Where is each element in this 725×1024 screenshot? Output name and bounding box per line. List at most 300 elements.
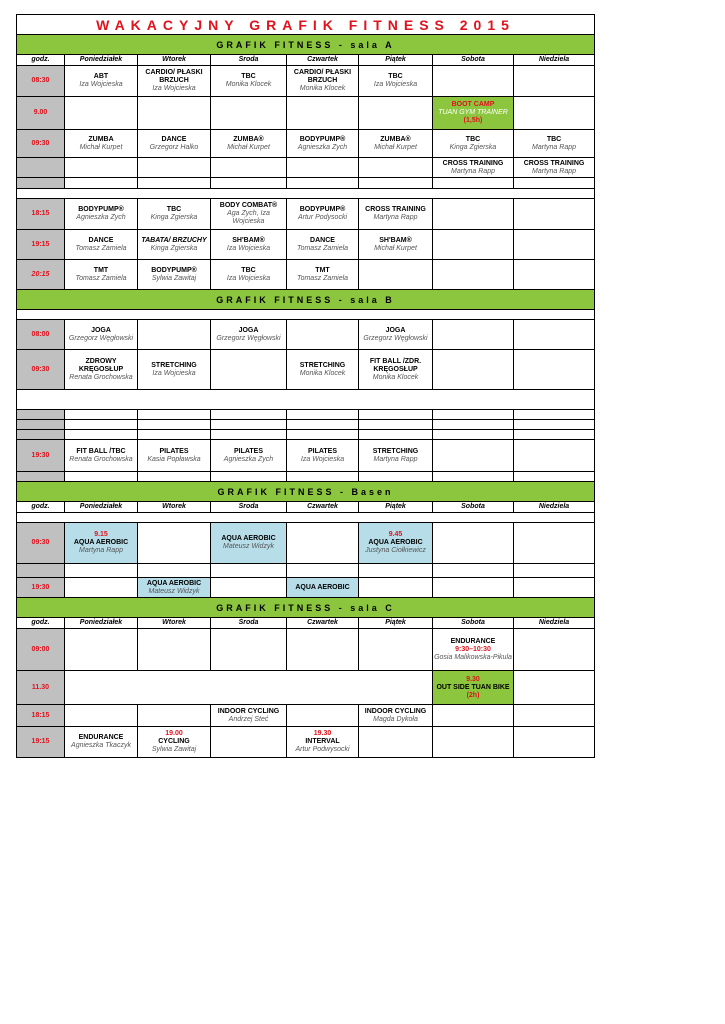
- header-row: [17, 502, 595, 513]
- class-cell: [359, 158, 433, 178]
- spacer-row: [17, 390, 595, 410]
- class-cell: [287, 727, 359, 758]
- class-cell: [287, 199, 359, 230]
- class-name: STRETCHING: [372, 447, 419, 455]
- class-cell: [514, 727, 595, 758]
- schedule-table: [16, 14, 595, 758]
- class-name: STRETCHING: [299, 361, 346, 369]
- class-cell: [287, 523, 359, 564]
- class-name: TMT: [315, 266, 330, 274]
- class-name: AQUA AEROBIC: [368, 539, 423, 546]
- header-day: Wtorek: [138, 55, 211, 66]
- header-day: Niedziela: [514, 618, 595, 629]
- class-cell: [211, 523, 287, 564]
- class-cell: [138, 629, 211, 671]
- class-cell: [138, 350, 211, 390]
- class-cell: [65, 260, 138, 290]
- class-cell: [433, 705, 514, 727]
- class-cell: [433, 158, 514, 178]
- class-cell: [433, 629, 514, 671]
- class-cell: [359, 440, 433, 472]
- spacer-cell: [17, 189, 595, 199]
- class-name: FIT BALL /TBC: [76, 447, 126, 455]
- class-cell: [138, 230, 211, 260]
- class-name: TBC: [241, 266, 256, 274]
- class-cell: [138, 199, 211, 230]
- class-name: INDOOR CYCLING: [364, 707, 427, 715]
- spacer-cell: [359, 178, 433, 189]
- instructor-name: Iza Wojcieska: [79, 81, 123, 88]
- spacer-cell: [211, 430, 287, 440]
- instructor-name: Monika Klocek: [299, 369, 346, 377]
- spacer-cell: [211, 420, 287, 430]
- class-cell: [287, 158, 359, 178]
- schedule-row: [17, 578, 595, 598]
- header-day: Wtorek: [138, 618, 211, 629]
- duration-note: (1,5h): [463, 117, 483, 124]
- class-cell: [65, 230, 138, 260]
- page-title: WAKACYJNY GRAFIK FITNESS 2015: [17, 15, 595, 35]
- class-cell: [65, 671, 433, 705]
- class-cell: [359, 230, 433, 260]
- time-cell: 19:15: [17, 727, 65, 758]
- class-cell: [433, 440, 514, 472]
- header-day: Sobota: [433, 502, 514, 513]
- class-name: DANCE: [310, 236, 335, 244]
- class-cell: [359, 629, 433, 671]
- schedule-row: [17, 727, 595, 758]
- instructor-name: Agnieszka Zych: [76, 214, 126, 221]
- spacer-cell: [17, 420, 65, 430]
- class-cell: [433, 578, 514, 598]
- instructor-name: Michał Kurpet: [79, 143, 123, 151]
- class-name: DANCE: [161, 135, 187, 143]
- class-cell: [433, 97, 514, 130]
- header-day: Niedziela: [514, 55, 595, 66]
- header-day: Środa: [211, 502, 287, 513]
- class-cell: [359, 260, 433, 290]
- class-cell: [359, 320, 433, 350]
- class-name: TBC: [546, 135, 562, 143]
- class-name: PILATES: [159, 447, 189, 455]
- class-name: TBC: [241, 73, 256, 80]
- schedule-row: [17, 350, 595, 390]
- class-cell: [65, 199, 138, 230]
- spacer-cell: [17, 430, 65, 440]
- class-cell: [287, 66, 359, 97]
- class-cell: [211, 97, 287, 130]
- instructor-name: Agnieszka Zych: [297, 143, 348, 151]
- class-cell: [359, 578, 433, 598]
- spacer-cell: [287, 564, 359, 578]
- time-cell: 18:15: [17, 199, 65, 230]
- class-name: TBC: [166, 206, 182, 213]
- instructor-name: Iza Wojcieska: [152, 369, 196, 377]
- class-cell: [138, 130, 211, 158]
- class-cell: [138, 320, 211, 350]
- class-name: INDOOR CYCLING: [217, 707, 280, 715]
- class-name: BODY COMBAT®: [219, 202, 278, 209]
- class-name: PILATES: [233, 447, 264, 455]
- class-name: BOOT CAMP: [451, 101, 495, 108]
- schedule-row: [17, 97, 595, 130]
- time-cell: 19:30: [17, 440, 65, 472]
- header-day: Sobota: [433, 618, 514, 629]
- class-cell: [287, 260, 359, 290]
- class-name: ENDURANCE: [450, 637, 496, 645]
- spacer-cell: [65, 420, 138, 430]
- spacer-cell: [514, 410, 595, 420]
- class-cell: [514, 97, 595, 130]
- class-cell: [211, 629, 287, 671]
- spacer-cell: [359, 420, 433, 430]
- class-cell: [359, 199, 433, 230]
- spacer-cell: [287, 178, 359, 189]
- instructor-name: Grzegorz Węgłowski: [363, 334, 428, 342]
- class-cell: [514, 199, 595, 230]
- instructor-name: Martyna Rapp: [532, 143, 576, 151]
- header-day: Poniedziałek: [65, 55, 138, 66]
- instructor-name: Renata Grochowska: [69, 455, 133, 463]
- schedule-row: [17, 629, 595, 671]
- class-name: ABT: [93, 73, 109, 80]
- instructor-name: Kinga Zgierska: [150, 244, 198, 252]
- class-cell: [514, 705, 595, 727]
- spacer-cell: [138, 420, 211, 430]
- header-day: Czwartek: [287, 502, 359, 513]
- class-cell: [514, 260, 595, 290]
- class-cell: [211, 705, 287, 727]
- schedule-row: [17, 158, 595, 178]
- class-name: CARDIO/ PŁASKI BRZUCH: [293, 69, 352, 84]
- header-time: godz.: [17, 502, 65, 513]
- class-cell: [514, 350, 595, 390]
- header-day: Poniedziałek: [65, 618, 138, 629]
- class-name: ZUMBA®: [233, 135, 264, 143]
- class-cell: [211, 320, 287, 350]
- class-cell: [514, 320, 595, 350]
- instructor-name: Iza Wojcieska: [373, 81, 418, 88]
- instructor-name: Agnieszka Zych: [223, 455, 274, 463]
- class-cell: [433, 320, 514, 350]
- header-time: godz.: [17, 618, 65, 629]
- class-cell: [65, 97, 138, 130]
- instructor-name: Andrzej Steć: [228, 715, 269, 723]
- spacer-cell: [65, 430, 138, 440]
- instructor-name: Artur Podwysocki: [295, 746, 350, 753]
- class-cell: [211, 230, 287, 260]
- spacer-row: [17, 472, 595, 482]
- spacer-cell: [211, 472, 287, 482]
- class-name: AQUA AEROBIC: [73, 539, 129, 546]
- class-name: FIT BALL /ZDR. KRĘGOSŁUP: [369, 357, 422, 373]
- class-cell: [433, 66, 514, 97]
- schedule-row: [17, 523, 595, 564]
- spacer-row: [17, 410, 595, 420]
- class-cell: [359, 350, 433, 390]
- class-cell: [65, 578, 138, 598]
- class-cell: [359, 66, 433, 97]
- class-cell: [138, 97, 211, 130]
- instructor-name: Magda Dykoła: [373, 715, 418, 723]
- time-cell: 08:30: [17, 66, 65, 97]
- class-cell: [65, 629, 138, 671]
- instructor-name: Iza Wojcieska: [226, 244, 271, 252]
- schedule-row: [17, 320, 595, 350]
- class-cell: [138, 158, 211, 178]
- class-name: JOGA: [238, 326, 259, 334]
- class-name: JOGA: [385, 326, 406, 334]
- time-cell: [17, 158, 65, 178]
- class-cell: [65, 727, 138, 758]
- header-day: Niedziela: [514, 502, 595, 513]
- class-cell: [65, 66, 138, 97]
- instructor-name: Tomasz Zamiela: [296, 274, 349, 282]
- class-name: SH'BAM®: [232, 236, 265, 244]
- spacer-cell: [211, 410, 287, 420]
- instructor-name: Monika Klocek: [299, 85, 346, 92]
- duration-note: (2h): [466, 691, 480, 699]
- start-time: 19.00: [165, 730, 183, 737]
- class-name: TABATA/ BRZUCHY: [141, 236, 207, 244]
- instructor-name: Tomasz Zamiela: [75, 274, 127, 282]
- class-cell: [514, 671, 595, 705]
- spacer-cell: [17, 513, 595, 523]
- time-cell: 19:30: [17, 578, 65, 598]
- schedule-row: [17, 66, 595, 97]
- spacer-cell: [433, 472, 514, 482]
- spacer-cell: [211, 564, 287, 578]
- class-cell: [433, 523, 514, 564]
- class-cell: [287, 629, 359, 671]
- schedule-row: [17, 260, 595, 290]
- class-cell: [211, 130, 287, 158]
- time-cell: 09:30: [17, 523, 65, 564]
- spacer-cell: [65, 564, 138, 578]
- class-name: INTERVAL: [305, 738, 340, 745]
- class-cell: [138, 705, 211, 727]
- spacer-cell: [138, 472, 211, 482]
- class-cell: [65, 130, 138, 158]
- header-day: Czwartek: [287, 55, 359, 66]
- class-cell: [433, 130, 514, 158]
- class-name: BODYPUMP®: [299, 206, 346, 213]
- section-title: GRAFIK FITNESS - sala B: [17, 290, 595, 310]
- time-cell: 09:30: [17, 350, 65, 390]
- class-cell: [287, 350, 359, 390]
- class-name: CROSS TRAINING: [365, 206, 426, 213]
- class-name: CROSS TRAINING: [523, 159, 585, 167]
- instructor-name: Grzegorz Halko: [149, 143, 199, 151]
- spacer-cell: [138, 564, 211, 578]
- header-day: Piątek: [359, 618, 433, 629]
- spacer-cell: [359, 564, 433, 578]
- instructor-name: Iza Wojcieska: [152, 85, 196, 92]
- instructor-name: Mateusz Widzyk: [148, 587, 200, 595]
- spacer-row: [17, 189, 595, 199]
- class-cell: [65, 440, 138, 472]
- class-cell: [514, 130, 595, 158]
- class-cell: [514, 230, 595, 260]
- spacer-cell: [138, 178, 211, 189]
- class-cell: [433, 727, 514, 758]
- start-time: 19.30: [313, 730, 332, 737]
- instructor-name: Martyna Rapp: [79, 547, 123, 554]
- spacer-cell: [433, 410, 514, 420]
- class-cell: [211, 66, 287, 97]
- class-name: BODYPUMP®: [78, 206, 124, 213]
- schedule-row: [17, 199, 595, 230]
- class-cell: [65, 158, 138, 178]
- instructor-name: Gosia Malikowska-Pikula: [434, 653, 512, 661]
- spacer-cell: [514, 178, 595, 189]
- class-cell: [433, 230, 514, 260]
- class-name: ENDURANCE: [78, 734, 124, 741]
- instructor-name: Martyna Rapp: [532, 167, 576, 175]
- time-cell: 09:00: [17, 629, 65, 671]
- class-cell: [514, 523, 595, 564]
- spacer-cell: [17, 310, 595, 320]
- class-cell: [359, 523, 433, 564]
- class-name: AQUA AEROBIC: [221, 535, 276, 542]
- class-name: TBC: [388, 73, 403, 80]
- header-day: Piątek: [359, 502, 433, 513]
- start-time: 9.30: [466, 675, 480, 683]
- instructor-name: Mateusz Widzyk: [223, 543, 274, 550]
- time-cell: 18:15: [17, 705, 65, 727]
- spacer-cell: [65, 410, 138, 420]
- spacer-cell: [433, 178, 514, 189]
- spacer-cell: [17, 564, 65, 578]
- class-cell: [65, 523, 138, 564]
- header-time: godz.: [17, 55, 65, 66]
- schedule-row: [17, 671, 595, 705]
- header-row: [17, 618, 595, 629]
- section-title: GRAFIK FITNESS - Basen: [17, 482, 595, 502]
- time-cell: 08:00: [17, 320, 65, 350]
- schedule-row: [17, 230, 595, 260]
- class-cell: [211, 727, 287, 758]
- class-name: BODYPUMP®: [299, 135, 346, 143]
- spacer-cell: [514, 472, 595, 482]
- instructor-name: Grzegorz Węgłowski: [68, 334, 134, 342]
- class-name: CYCLING: [158, 738, 190, 745]
- class-name: SH'BAM®: [379, 236, 412, 244]
- time-cell: 19:15: [17, 230, 65, 260]
- class-cell: [287, 578, 359, 598]
- instructor-name: Renata Grochowska: [69, 373, 133, 381]
- class-name: ZUMBA: [88, 135, 114, 143]
- class-cell: [359, 727, 433, 758]
- start-time: 9:30–10:30: [455, 645, 491, 653]
- spacer-cell: [287, 410, 359, 420]
- class-cell: [211, 199, 287, 230]
- instructor-name: Iza Wojcieska: [300, 455, 345, 463]
- header-day: Poniedziałek: [65, 502, 138, 513]
- time-cell: 09:30: [17, 130, 65, 158]
- class-cell: [514, 629, 595, 671]
- header-day: Środa: [211, 618, 287, 629]
- spacer-row: [17, 564, 595, 578]
- spacer-cell: [287, 472, 359, 482]
- class-cell: [433, 260, 514, 290]
- class-name: AQUA AEROBIC: [146, 579, 202, 587]
- schedule-row: [17, 440, 595, 472]
- class-name: TMT: [93, 266, 109, 274]
- class-cell: [433, 671, 514, 705]
- spacer-row: [17, 310, 595, 320]
- header-row: [17, 55, 595, 66]
- spacer-row: [17, 420, 595, 430]
- time-cell: 11.30: [17, 671, 65, 705]
- instructor-name: Kasia Popławska: [147, 455, 201, 463]
- spacer-cell: [287, 430, 359, 440]
- class-cell: [433, 350, 514, 390]
- spacer-cell: [17, 410, 65, 420]
- spacer-row: [17, 178, 595, 189]
- instructor-name: Kinga Zgierska: [449, 143, 497, 151]
- schedule-row: [17, 130, 595, 158]
- class-cell: [138, 727, 211, 758]
- class-cell: [138, 260, 211, 290]
- class-name: JOGA: [91, 326, 111, 334]
- class-name: BODYPUMP®: [151, 266, 197, 274]
- class-cell: [65, 705, 138, 727]
- section-title: GRAFIK FITNESS - sala A: [17, 35, 595, 55]
- spacer-cell: [65, 178, 138, 189]
- class-cell: [138, 578, 211, 598]
- spacer-cell: [138, 410, 211, 420]
- class-name: STRETCHING: [151, 361, 197, 369]
- class-cell: [287, 320, 359, 350]
- class-cell: [359, 97, 433, 130]
- instructor-name: Sylwia Zawitaj: [151, 746, 197, 753]
- instructor-name: Agnieszka Tkaczyk: [71, 742, 131, 749]
- spacer-cell: [433, 564, 514, 578]
- time-cell: 20:15: [17, 260, 65, 290]
- class-cell: [138, 523, 211, 564]
- spacer-row: [17, 430, 595, 440]
- instructor-name: Martyna Rapp: [451, 167, 495, 175]
- section-title: GRAFIK FITNESS - sala C: [17, 598, 595, 618]
- schedule-body: [17, 15, 595, 758]
- spacer-cell: [211, 178, 287, 189]
- spacer-cell: [433, 430, 514, 440]
- start-time: 9.15: [94, 531, 108, 538]
- class-cell: [211, 578, 287, 598]
- spacer-cell: [433, 420, 514, 430]
- schedule-row: [17, 705, 595, 727]
- spacer-cell: [17, 472, 65, 482]
- header-day: Wtorek: [138, 502, 211, 513]
- instructor-name: Martyna Rapp: [373, 455, 418, 463]
- class-name: AQUA AEROBIC: [295, 583, 350, 591]
- header-day: Czwartek: [287, 618, 359, 629]
- instructor-name: TUAN GYM TRAINER: [438, 109, 508, 116]
- class-cell: [211, 158, 287, 178]
- instructor-name: Michał Kurpet: [374, 244, 417, 252]
- class-cell: [211, 260, 287, 290]
- class-cell: [514, 578, 595, 598]
- instructor-name: Kinga Zgierska: [150, 214, 198, 221]
- spacer-row: [17, 513, 595, 523]
- instructor-name: Grzegorz Węgłowski: [216, 334, 281, 342]
- class-cell: [433, 199, 514, 230]
- spacer-cell: [514, 430, 595, 440]
- instructor-name: Tomasz Zamiela: [296, 244, 349, 252]
- instructor-name: Martyna Rapp: [373, 214, 418, 221]
- instructor-name: Iza Wojcieska: [226, 274, 271, 282]
